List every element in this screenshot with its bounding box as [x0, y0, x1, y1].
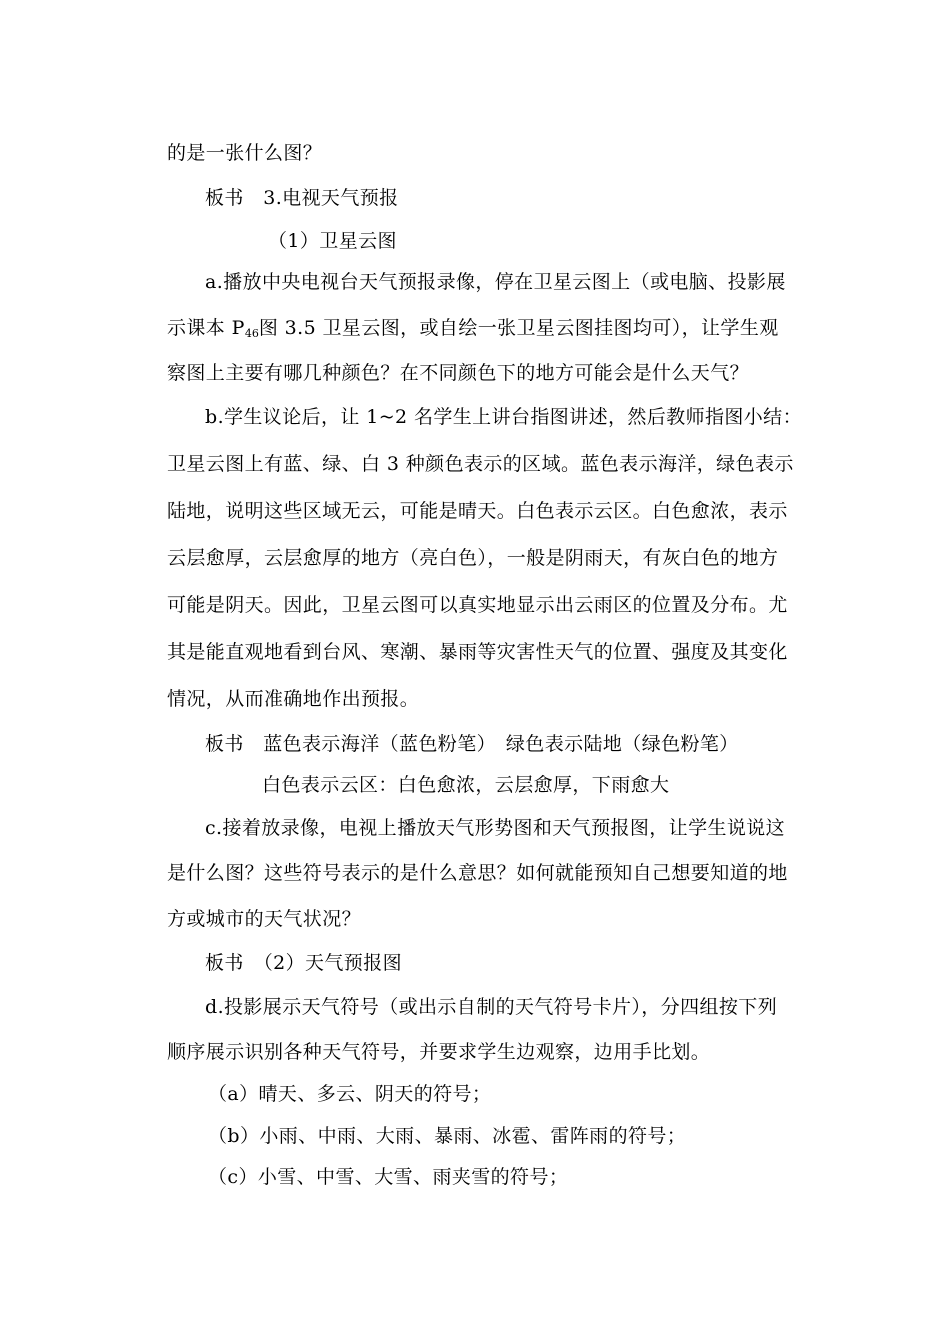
text-line: 是什么图？这些符号表示的是什么意思？如何就能预知自己想要知道的地: [167, 862, 788, 884]
board-note: 板书 蓝色表示海洋（蓝色粉笔） 绿色表示陆地（绿色粉笔）: [205, 733, 739, 755]
text-line: 顺序展示识别各种天气符号，并要求学生边观察，边用手比划。: [167, 1041, 711, 1063]
section-heading: （1）卫星云图: [268, 230, 397, 252]
board-note: 板书 3.电视天气预报: [205, 187, 399, 209]
text-line: b.学生议论后，让 1~2 名学生上讲台指图讲述，然后教师指图小结：: [205, 406, 802, 428]
text-line: 示课本 $P_{46}$图 3.5 卫星云图，或自绘一张卫星云图挂图均可），让学生观: [167, 317, 779, 340]
text-line: 云层愈厚，云层愈厚的地方（亮白色），一般是阴雨天，有灰白色的地方: [167, 547, 779, 569]
text-line: 陆地，说明这些区域无云，可能是晴天。白色表示云区。白色愈浓，表示: [167, 500, 788, 522]
text-line: 方或城市的天气状况？: [167, 908, 362, 930]
list-item: （a）晴天、多云、阴天的符号；: [208, 1083, 492, 1105]
text-line: 情况，从而准确地作出预报。: [167, 688, 420, 710]
list-item: （b）小雨、中雨、大雨、暴雨、冰雹、雷阵雨的符号；: [208, 1125, 687, 1147]
page-subscript: 46: [244, 327, 259, 340]
text-line: a.播放中央电视台天气预报录像，停在卫星云图上（或电脑、投影展: [205, 271, 786, 293]
text-line: d.投影展示天气符号（或出示自制的天气符号卡片），分四组按下列: [205, 996, 778, 1018]
text-line: 其是能直观地看到台风、寒潮、暴雨等灾害性天气的位置、强度及其变化: [167, 641, 788, 663]
board-note: 板书 （2）天气预报图: [205, 952, 402, 974]
text-line: c.接着放录像，电视上播放天气形势图和天气预报图，让学生说说这: [205, 817, 786, 839]
board-note: 白色表示云区：白色愈浓，云层愈厚，下雨愈大: [262, 774, 670, 796]
list-item: （c）小雪、中雪、大雪、雨夹雪的符号；: [208, 1166, 569, 1188]
text-line: 卫星云图上有蓝、绿、白 3 种颜色表示的区域。蓝色表示海洋，绿色表示: [167, 453, 794, 475]
text-line: 的是一张什么图？: [167, 142, 323, 164]
text-line: 可能是阴天。因此，卫星云图可以真实地显示出云雨区的位置及分布。尤: [167, 594, 788, 616]
text-line: 察图上主要有哪几种颜色？在不同颜色下的地方可能会是什么天气？: [167, 362, 750, 384]
